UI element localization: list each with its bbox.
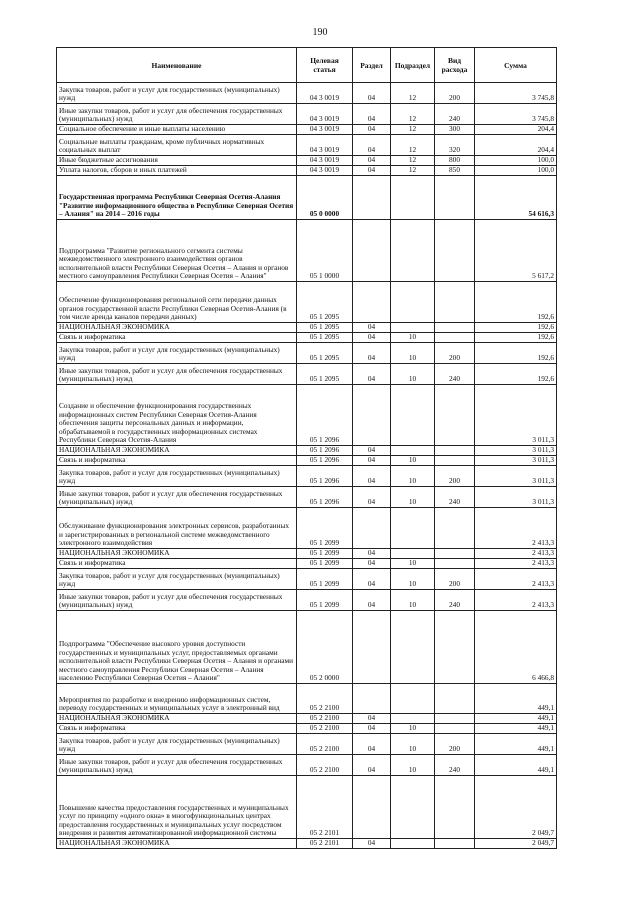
page-number: 190 <box>312 27 328 38</box>
cell-target-code: 05 1 2095 <box>297 343 353 364</box>
cell-name: Связь и информатика <box>57 333 297 343</box>
cell-target-code: 04 3 0019 <box>297 166 353 176</box>
cell-expense-kind <box>435 508 475 549</box>
cell-name: Уплата налогов, сборов и иных платежей <box>57 166 297 176</box>
cell-subsection <box>391 323 435 333</box>
cell-sum: 2 413,3 <box>475 590 557 611</box>
cell-target-code: 05 1 0000 <box>297 220 353 282</box>
cell-sum: 2 049,7 <box>475 839 557 849</box>
cell-section: 04 <box>353 125 391 135</box>
cell-sum: 5 617,2 <box>475 220 557 282</box>
cell-name: Закупка товаров, работ и услуг для государственных (муниципальных) нужд <box>57 569 297 590</box>
cell-name: Связь и информатика <box>57 724 297 734</box>
cell-name: Закупка товаров, работ и услуг для государственных (муниципальных) нужд <box>57 734 297 755</box>
cell-subsection <box>391 839 435 849</box>
header-name: Наименование <box>57 48 297 83</box>
cell-expense-kind <box>435 549 475 559</box>
table-row <box>57 755 557 776</box>
cell-expense-kind: 200 <box>435 734 475 755</box>
cell-section: 04 <box>353 487 391 508</box>
cell-target-code: 05 1 2099 <box>297 569 353 590</box>
header-section: Раздел <box>353 48 391 83</box>
cell-sum: 3 745,8 <box>475 104 557 125</box>
table-row <box>57 466 557 487</box>
cell-expense-kind <box>435 724 475 734</box>
table-row <box>57 176 557 220</box>
table-row <box>57 220 557 282</box>
cell-expense-kind: 800 <box>435 156 475 166</box>
table-row <box>57 323 557 333</box>
cell-sum: 192,6 <box>475 333 557 343</box>
table-row <box>57 611 557 684</box>
cell-name: Иные закупки товаров, работ и услуг для обеспечения государственных (муниципальных) нужд <box>57 755 297 776</box>
cell-subsection <box>391 176 435 220</box>
cell-name: Связь и информатика <box>57 456 297 466</box>
cell-subsection <box>391 776 435 839</box>
cell-section <box>353 282 391 323</box>
table-row <box>57 364 557 385</box>
cell-expense-kind <box>435 684 475 714</box>
cell-target-code: 05 0 0000 <box>297 176 353 220</box>
cell-section: 04 <box>353 734 391 755</box>
cell-expense-kind <box>435 446 475 456</box>
cell-target-code: 05 1 2095 <box>297 323 353 333</box>
cell-expense-kind <box>435 611 475 684</box>
cell-name: Закупка товаров, работ и услуг для государственных (муниципальных) нужд <box>57 83 297 104</box>
table-header-row <box>57 48 557 83</box>
header-expense-kind: Вид расхода <box>435 48 475 83</box>
cell-name: Создание и обеспечение функционирования государственных информационных систем Республики Северная Осетия-Алания обеспечения защиты персональных данных и информации, обрабатываемой в государственных информационных системах Республики Северная Осетия-Алания <box>57 385 297 446</box>
table-row <box>57 590 557 611</box>
cell-section <box>353 776 391 839</box>
cell-subsection: 10 <box>391 456 435 466</box>
cell-subsection: 10 <box>391 724 435 734</box>
header-target-code: Целевая статья <box>297 48 353 83</box>
cell-subsection: 10 <box>391 487 435 508</box>
cell-sum: 6 466,8 <box>475 611 557 684</box>
cell-subsection: 12 <box>391 135 435 156</box>
cell-subsection <box>391 508 435 549</box>
cell-expense-kind: 240 <box>435 755 475 776</box>
cell-name: Закупка товаров, работ и услуг для государственных (муниципальных) нужд <box>57 343 297 364</box>
cell-sum: 449,1 <box>475 734 557 755</box>
cell-sum: 192,6 <box>475 323 557 333</box>
cell-section <box>353 385 391 446</box>
cell-target-code: 05 2 2101 <box>297 839 353 849</box>
cell-sum: 204,4 <box>475 125 557 135</box>
cell-sum: 192,6 <box>475 364 557 385</box>
cell-sum: 3 011,3 <box>475 385 557 446</box>
cell-expense-kind: 200 <box>435 343 475 364</box>
cell-expense-kind <box>435 282 475 323</box>
cell-section: 04 <box>353 755 391 776</box>
cell-name: Закупка товаров, работ и услуг для государственных (муниципальных) нужд <box>57 466 297 487</box>
cell-sum: 2 413,3 <box>475 569 557 590</box>
cell-sum: 54 616,3 <box>475 176 557 220</box>
cell-target-code: 04 3 0019 <box>297 135 353 156</box>
cell-sum: 2 049,7 <box>475 776 557 839</box>
cell-sum: 100,0 <box>475 156 557 166</box>
cell-target-code: 05 1 2096 <box>297 466 353 487</box>
cell-section: 04 <box>353 446 391 456</box>
cell-sum: 192,6 <box>475 343 557 364</box>
cell-name: НАЦИОНАЛЬНАЯ ЭКОНОМИКА <box>57 839 297 849</box>
cell-name: Подпрограмма "Обеспечение высокого уровня доступности государственных и муниципальных услуг, предоставляемых органами исполнительной власти Республики Северная Осетия – Алания и органами местного самоуправления Республики Северная Осетия – Алания населению Республики Северная Осетия – Алания" <box>57 611 297 684</box>
cell-subsection <box>391 220 435 282</box>
table-row <box>57 508 557 549</box>
table-row <box>57 734 557 755</box>
cell-target-code: 05 1 2096 <box>297 487 353 508</box>
cell-subsection: 10 <box>391 569 435 590</box>
cell-target-code: 04 3 0019 <box>297 104 353 125</box>
cell-section: 04 <box>353 166 391 176</box>
cell-sum: 449,1 <box>475 755 557 776</box>
cell-section: 04 <box>353 343 391 364</box>
cell-section: 04 <box>353 839 391 849</box>
cell-subsection: 10 <box>391 734 435 755</box>
cell-sum: 2 413,3 <box>475 508 557 549</box>
cell-expense-kind <box>435 776 475 839</box>
cell-section: 04 <box>353 724 391 734</box>
cell-sum: 449,1 <box>475 714 557 724</box>
cell-subsection: 10 <box>391 755 435 776</box>
cell-target-code: 05 1 2099 <box>297 590 353 611</box>
cell-subsection: 10 <box>391 559 435 569</box>
table-row <box>57 839 557 849</box>
table-row <box>57 549 557 559</box>
cell-section: 04 <box>353 590 391 611</box>
cell-target-code: 05 2 2100 <box>297 734 353 755</box>
cell-subsection: 10 <box>391 466 435 487</box>
cell-section <box>353 508 391 549</box>
cell-expense-kind: 240 <box>435 590 475 611</box>
table-row <box>57 684 557 714</box>
cell-expense-kind <box>435 176 475 220</box>
cell-target-code: 05 1 2095 <box>297 333 353 343</box>
table-row <box>57 446 557 456</box>
cell-sum: 449,1 <box>475 724 557 734</box>
cell-name: Иные закупки товаров, работ и услуг для обеспечения государственных (муниципальных) нужд <box>57 590 297 611</box>
table-row <box>57 343 557 364</box>
cell-name: НАЦИОНАЛЬНАЯ ЭКОНОМИКА <box>57 714 297 724</box>
cell-target-code: 04 3 0019 <box>297 156 353 166</box>
cell-section: 04 <box>353 714 391 724</box>
cell-subsection <box>391 611 435 684</box>
cell-sum: 192,6 <box>475 282 557 323</box>
cell-section: 04 <box>353 104 391 125</box>
cell-expense-kind: 300 <box>435 125 475 135</box>
cell-section <box>353 176 391 220</box>
cell-section <box>353 611 391 684</box>
cell-section: 04 <box>353 135 391 156</box>
table-row <box>57 776 557 839</box>
cell-subsection <box>391 446 435 456</box>
cell-subsection: 10 <box>391 343 435 364</box>
cell-target-code: 05 2 0000 <box>297 611 353 684</box>
cell-subsection: 10 <box>391 364 435 385</box>
cell-section: 04 <box>353 83 391 104</box>
cell-expense-kind: 200 <box>435 569 475 590</box>
cell-section: 04 <box>353 156 391 166</box>
cell-expense-kind: 240 <box>435 104 475 125</box>
cell-subsection <box>391 282 435 323</box>
cell-subsection: 12 <box>391 166 435 176</box>
cell-subsection: 10 <box>391 333 435 343</box>
cell-target-code: 05 2 2100 <box>297 724 353 734</box>
cell-section: 04 <box>353 323 391 333</box>
cell-target-code: 05 1 2099 <box>297 559 353 569</box>
cell-expense-kind: 200 <box>435 83 475 104</box>
table-row <box>57 333 557 343</box>
cell-sum: 3 011,3 <box>475 446 557 456</box>
cell-expense-kind <box>435 714 475 724</box>
cell-name: Обеспечение функционирования региональной сети передачи данных органов государственной власти Республики Северная Осетия-Алания (в том числе аренда каналов передачи данных) <box>57 282 297 323</box>
table-row <box>57 487 557 508</box>
cell-section: 04 <box>353 364 391 385</box>
header-sum: Сумма <box>475 48 557 83</box>
cell-target-code: 05 1 2095 <box>297 282 353 323</box>
cell-subsection: 12 <box>391 125 435 135</box>
cell-section: 04 <box>353 333 391 343</box>
cell-expense-kind <box>435 385 475 446</box>
header-subsection: Подраздел <box>391 48 435 83</box>
cell-sum: 3 011,3 <box>475 487 557 508</box>
cell-target-code: 05 2 2101 <box>297 776 353 839</box>
cell-expense-kind <box>435 456 475 466</box>
table-row <box>57 156 557 166</box>
cell-target-code: 05 1 2096 <box>297 446 353 456</box>
cell-subsection: 12 <box>391 104 435 125</box>
cell-expense-kind: 200 <box>435 466 475 487</box>
cell-expense-kind: 850 <box>435 166 475 176</box>
cell-name: Подпрограмма "Развитие регионального сегмента системы межведомственного электронного взаимодействия органов исполнительной власти Республики Северная Осетия – Алания и органов местного самоуправления Республики Северная Осетия – Алания" <box>57 220 297 282</box>
cell-subsection <box>391 385 435 446</box>
table-row <box>57 569 557 590</box>
cell-expense-kind <box>435 220 475 282</box>
cell-section <box>353 220 391 282</box>
cell-name: Повышение качества предоставления государственных и муниципальных услуг по принципу «одного окна» в многофункциональных центрах предоставления государственных и муниципальных услуг посредством внедрения и развития автоматизированной информационной системы <box>57 776 297 839</box>
cell-target-code: 05 1 2096 <box>297 385 353 446</box>
cell-subsection: 10 <box>391 590 435 611</box>
cell-sum: 204,4 <box>475 135 557 156</box>
cell-name: Иные закупки товаров, работ и услуг для обеспечения государственных (муниципальных) нужд <box>57 364 297 385</box>
table-row <box>57 166 557 176</box>
cell-target-code: 05 2 2100 <box>297 714 353 724</box>
cell-subsection <box>391 549 435 559</box>
cell-section: 04 <box>353 466 391 487</box>
table-row <box>57 559 557 569</box>
cell-sum: 2 413,3 <box>475 549 557 559</box>
budget-table <box>56 47 557 849</box>
cell-target-code: 05 1 2095 <box>297 364 353 385</box>
cell-name: Обслуживание функционирования электронных сервисов, разработанных и зарегистрированных в региональной системе межведомственного электронного взаимодействия <box>57 508 297 549</box>
table-row <box>57 385 557 446</box>
cell-target-code: 04 3 0019 <box>297 125 353 135</box>
cell-sum: 100,0 <box>475 166 557 176</box>
cell-name: Иные бюджетные ассигнования <box>57 156 297 166</box>
cell-name: НАЦИОНАЛЬНАЯ ЭКОНОМИКА <box>57 549 297 559</box>
cell-name: Иные закупки товаров, работ и услуг для обеспечения государственных (муниципальных) нужд <box>57 104 297 125</box>
cell-target-code: 05 1 2099 <box>297 549 353 559</box>
cell-subsection <box>391 714 435 724</box>
table-row <box>57 125 557 135</box>
cell-section: 04 <box>353 549 391 559</box>
cell-name: Социальное обеспечение и иные выплаты населению <box>57 125 297 135</box>
cell-expense-kind <box>435 323 475 333</box>
cell-expense-kind <box>435 839 475 849</box>
table-row <box>57 83 557 104</box>
cell-name: НАЦИОНАЛЬНАЯ ЭКОНОМИКА <box>57 446 297 456</box>
cell-subsection: 12 <box>391 83 435 104</box>
cell-target-code: 05 2 2100 <box>297 755 353 776</box>
cell-target-code: 05 1 2096 <box>297 456 353 466</box>
table-row <box>57 456 557 466</box>
cell-sum: 2 413,3 <box>475 559 557 569</box>
cell-subsection: 12 <box>391 156 435 166</box>
table-row <box>57 135 557 156</box>
cell-name: Иные закупки товаров, работ и услуг для обеспечения государственных (муниципальных) нужд <box>57 487 297 508</box>
cell-section <box>353 684 391 714</box>
cell-expense-kind: 240 <box>435 487 475 508</box>
cell-sum: 3 745,8 <box>475 83 557 104</box>
cell-section: 04 <box>353 569 391 590</box>
table-row <box>57 724 557 734</box>
cell-sum: 3 011,3 <box>475 466 557 487</box>
table-row <box>57 714 557 724</box>
cell-sum: 3 011,3 <box>475 456 557 466</box>
cell-expense-kind: 240 <box>435 364 475 385</box>
cell-name: Социальные выплаты гражданам, кроме публичных нормативных социальных выплат <box>57 135 297 156</box>
cell-expense-kind <box>435 333 475 343</box>
cell-section: 04 <box>353 456 391 466</box>
cell-name: Государственная программа Республики Северная Осетия-Алания "Развитие информационного общества в Республике Северная Осетия – Алания" на 2014 – 2016 годы <box>57 176 297 220</box>
cell-target-code: 05 2 2100 <box>297 684 353 714</box>
cell-target-code: 04 3 0019 <box>297 83 353 104</box>
table-row <box>57 104 557 125</box>
cell-section: 04 <box>353 559 391 569</box>
cell-sum: 449,1 <box>475 684 557 714</box>
table-row <box>57 282 557 323</box>
cell-target-code: 05 1 2099 <box>297 508 353 549</box>
cell-name: Мероприятия по разработке и внедрению информационных систем, переводу государственных и муниципальных услуг в электронный вид <box>57 684 297 714</box>
cell-expense-kind: 320 <box>435 135 475 156</box>
cell-expense-kind <box>435 559 475 569</box>
cell-name: НАЦИОНАЛЬНАЯ ЭКОНОМИКА <box>57 323 297 333</box>
cell-name: Связь и информатика <box>57 559 297 569</box>
cell-subsection <box>391 684 435 714</box>
